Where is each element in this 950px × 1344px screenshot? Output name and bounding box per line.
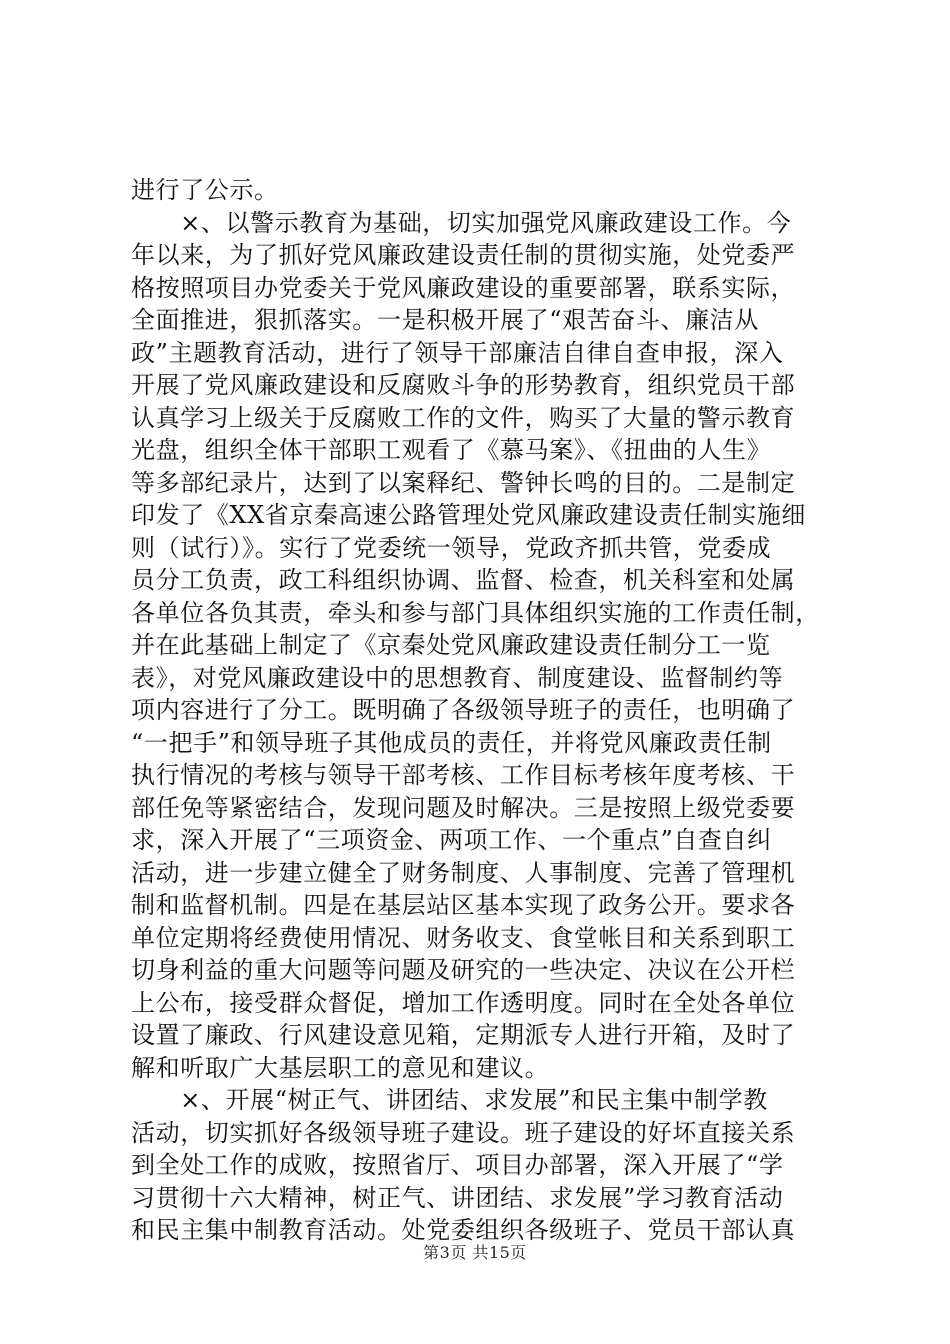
text-line: 印发了《XX省京秦高速公路管理处党风廉政建设责任制实施细 [131,501,806,529]
text-line: 解和听取广大基层职工的意见和建议。 [131,1053,550,1082]
text-line: “一把手”和领导班子其他成员的责任，并将党风廉政责任制 [131,728,772,757]
text-line: 活动，进一步建立健全了财务制度、人事制度、完善了管理机 [131,858,796,887]
text-line: 切身利益的重大问题等问题及研究的一些决定、决议在公开栏 [131,956,796,984]
text-line: 全面推进，狠抓落实。一是积极开展了“艰苦奋斗、廉洁从 [131,306,759,334]
text-line: 求，深入开展了“三项资金、两项工作、一个重点”自查自纠 [131,826,772,854]
text-line: 设置了廉政、行风建设意见箱，定期派专人进行开箱，及时了 [131,1021,796,1049]
text-line: 政”主题教育活动，进行了领导干部廉洁自律自查申报，深入 [131,338,784,367]
text-line: 认真学习上级关于反腐败工作的文件，购买了大量的警示教育 [131,403,796,432]
text-line: 并在此基础上制定了《京秦处党风廉政建设责任制分工一览 [131,631,771,659]
text-line: 进行了公示。 [131,176,279,204]
text-line: 项内容进行了分工。既明确了各级领导班子的责任，也明确了 [131,696,796,724]
text-line: 和民主集中制教育活动。处党委组织各级班子、党员干部认真 [131,1216,796,1244]
text-line: 制和监督机制。四是在基层站区基本实现了政务公开。要求各 [131,891,796,919]
text-line: 等多部纪录片，达到了以案释纪、警钟长鸣的目的。二是制定 [131,468,796,497]
text-line: 则（试行）》。实行了党委统一领导，党政齐抓共管，党委成 [131,533,772,562]
text-line: 部任免等紧密结合，发现问题及时解决。三是按照上级党委要 [131,793,796,822]
text-line: 单位定期将经费使用情况、财务收支、食堂帐目和关系到职工 [131,923,796,952]
body-text [131,174,831,1247]
page-footer: 第3页 共15页 [423,1243,527,1262]
text-line: 光盘，组织全体干部职工观看了《慕马案》、《扭曲的人生》 [131,436,772,464]
text-line: 员分工负责，政工科组织协调、监督、检查，机关科室和处属 [131,566,796,594]
text-line: 活动，切实抓好各级领导班子建设。班子建设的好坏直接关系 [131,1118,796,1147]
text-line: 开展了党风廉政建设和反腐败斗争的形势教育，组织党员干部 [131,371,796,399]
text-line: 执行情况的考核与领导干部考核、工作目标考核年度考核、干 [131,761,796,789]
text-line: 上公布，接受群众督促，增加工作透明度。同时在全处各单位 [131,988,796,1017]
text-line: ×、开展“树正气、讲团结、求发展”和民主集中制学教 [131,1086,768,1114]
text-line: 表》，对党风廉政建设中的思想教育、制度建设、监督制约等 [131,663,784,692]
text-line: 格按照项目办党委关于党风廉政建设的重要部署，联系实际， [131,273,796,302]
text-line: 习贯彻十六大精神，树正气、讲团结、求发展”学习教育活动 [131,1183,784,1212]
text-line: 各单位各负其责，牵头和参与部门具体组织实施的工作责任制， [131,598,820,627]
text-line: ×、以警示教育为基础，切实加强党风廉政建设工作。今 [131,208,792,237]
text-line: 年以来，为了抓好党风廉政建设责任制的贯彻实施，处党委严 [131,241,796,269]
text-line: 到全处工作的成败，按照省厅、项目办部署，深入开展了“学 [131,1151,784,1179]
